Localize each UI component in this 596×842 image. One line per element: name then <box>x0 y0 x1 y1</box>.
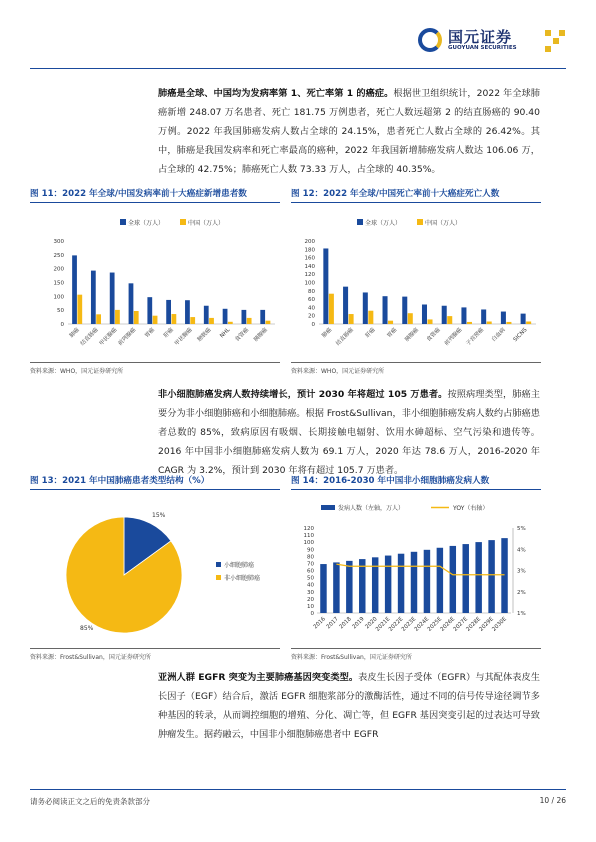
y-tick-label: 30 <box>307 589 314 596</box>
x-tick-label: NHL <box>219 327 232 340</box>
fig11-legend <box>120 219 224 227</box>
legend-swatch-sclc <box>216 562 221 567</box>
y-tick-label: 60 <box>307 568 314 575</box>
pie-label-sclc: 15% <box>152 512 166 519</box>
x-tick-label: 胃癌 <box>386 327 399 340</box>
x-tick-label: 2017 <box>325 616 340 631</box>
paragraph-1 <box>158 84 540 179</box>
bar-global <box>323 248 328 324</box>
x-tick-label: 结直肠癌 <box>79 327 100 347</box>
legend-label-patients: 发病人数（左轴，万人） <box>338 505 405 512</box>
legend-swatch-patients <box>321 505 335 510</box>
fig12-legend <box>357 219 461 227</box>
bar-global <box>204 306 209 324</box>
y-tick-label: 120 <box>304 272 315 279</box>
x-tick-label: 2024E <box>413 616 431 633</box>
x-tick-label: 前列腺癌 <box>117 327 138 347</box>
paragraph-2 <box>158 385 540 480</box>
x-tick-label: 肝癌 <box>162 327 175 340</box>
bar-china <box>388 321 393 324</box>
bar-china <box>115 310 120 324</box>
bar-global <box>442 306 447 324</box>
paragraph-3-lead: 亚洲人群 EGFR 突变为主要肺癌基因突变类型。 <box>158 672 359 683</box>
pie-label-nsclc: 85% <box>80 625 94 632</box>
header-rule <box>30 68 566 69</box>
fig12-title: 图 12：2022 年全球/中国死亡率前十大癌症死亡人数 <box>291 189 500 199</box>
bar-patients <box>359 559 365 613</box>
y-tick-label: 250 <box>53 252 64 259</box>
x-tick-label: 食管癌 <box>234 327 251 344</box>
bar-china <box>266 321 271 324</box>
y2-tick-label: 4% <box>517 547 526 554</box>
bar-china <box>467 322 472 324</box>
bar-global <box>260 310 265 324</box>
y-tick-label: 180 <box>304 247 315 254</box>
logo-text-en: GUOYUAN SECURITIES <box>448 45 517 51</box>
logo-icon <box>418 28 442 52</box>
x-tick-label: 2027E <box>452 616 470 633</box>
bar-china <box>209 318 214 324</box>
bar-patients <box>488 540 494 613</box>
x-tick-label: 2029E <box>478 616 496 633</box>
fig14-legend <box>321 504 488 512</box>
y-tick-label: 150 <box>53 280 64 287</box>
fig11-source: 资料来源：WHO，国元证券研究所 <box>30 368 124 375</box>
x-tick-label: 肺癌 <box>321 327 334 340</box>
footer-disclaimer: 请务必阅读正文之后的免责条款部分 <box>30 797 150 806</box>
fig11-title: 图 11：2022 年全球/中国发病率前十大癌症新增患者数 <box>30 189 247 199</box>
bar-china <box>247 318 252 324</box>
bar-patients <box>437 548 443 613</box>
bar-china <box>134 311 139 324</box>
x-tick-label: 2023E <box>400 616 418 633</box>
y-tick-label: 80 <box>308 288 315 295</box>
bar-china <box>172 314 177 324</box>
y-tick-label: 10 <box>307 603 314 610</box>
bar-global <box>242 310 247 324</box>
x-tick-label: 胃癌 <box>144 327 157 340</box>
bar-global <box>147 297 152 324</box>
x-tick-label: 甲状腺癌 <box>173 327 194 347</box>
legend-label-china: 中国（万人） <box>425 220 462 227</box>
x-tick-label: SICNS <box>512 327 529 344</box>
bar-global <box>91 271 96 324</box>
bar-patients <box>385 556 391 613</box>
y-tick-label: 100 <box>303 540 314 547</box>
y2-tick-label: 2% <box>517 589 526 596</box>
x-tick-label: 白血病 <box>490 327 507 344</box>
x-tick-label: 2019 <box>351 616 366 631</box>
x-tick-label: 肺癌 <box>68 327 81 340</box>
fig13-chart <box>30 492 280 647</box>
y-tick-label: 110 <box>303 533 314 540</box>
y-tick-label: 140 <box>304 263 315 270</box>
bar-china <box>77 295 82 324</box>
x-tick-label: 结直肠癌 <box>335 327 355 347</box>
x-tick-label: 膀胱癌 <box>196 327 213 344</box>
fig13-legend <box>216 561 260 582</box>
bar-china <box>368 311 373 324</box>
legend-label-yoy: YOY（右轴） <box>453 505 489 512</box>
y-tick-label: 0 <box>60 322 64 328</box>
x-tick-label: 2021E <box>374 616 392 633</box>
bar-global <box>185 300 190 324</box>
legend-label-global: 全球（万人） <box>128 220 165 227</box>
bar-global <box>383 296 388 324</box>
bar-china <box>96 314 101 324</box>
y2-tick-label: 1% <box>517 611 526 617</box>
bar-patients <box>320 564 326 613</box>
paragraph-3-body: 表皮生长因子受体（EGFR）与其配体表皮生长因子（EGF）结合后，激活 EGFR 细胞浆部分的激酶活性，通过不同的信号传导途径调节多种基因的转录，从而调控细胞的增殖、分化、凋亡等，但 EGFR 基因突变引起的过表达可导致肿瘤发生。据药融云，中国非小细胞肺癌患者中 EGFR <box>158 672 540 740</box>
legend-swatch-china <box>180 219 186 225</box>
bar-global <box>110 273 115 324</box>
bar-china <box>428 319 433 324</box>
bar-china <box>506 322 511 324</box>
fig12-chart <box>291 205 541 360</box>
fig13-rule <box>30 489 280 490</box>
y-tick-label: 80 <box>307 554 314 561</box>
fig14-source: 资料来源：Frost&Sullivan，国元证券研究所 <box>291 654 412 661</box>
y-tick-label: 0 <box>311 322 315 328</box>
bar-patients <box>501 538 507 613</box>
y-tick-label: 70 <box>307 561 314 568</box>
fig13-bottom-rule <box>30 648 280 649</box>
bar-global <box>402 297 407 324</box>
y-tick-label: 200 <box>53 266 64 273</box>
bar-patients <box>450 546 456 613</box>
legend-swatch-china <box>417 219 423 225</box>
y-tick-label: 20 <box>308 313 315 320</box>
x-tick-label: 2030E <box>491 616 508 633</box>
bar-global <box>501 312 506 324</box>
bar-china <box>487 322 492 324</box>
legend-swatch-nsclc <box>216 575 221 580</box>
paragraph-1-lead: 肺癌是全球、中国均为发病率第 1、死亡率第 1 的癌症。 <box>158 88 394 99</box>
bar-global <box>129 283 134 324</box>
bar-patients <box>463 544 469 613</box>
paragraph-2-lead: 非小细胞肺癌发病人数持续增长，预计 2030 年将超过 105 万患者。 <box>158 389 448 400</box>
fig12-source: 资料来源：WHO，国元证券研究所 <box>291 368 385 375</box>
legend-label-nsclc: 非小细胞肺癌 <box>224 575 261 582</box>
paragraph-1-body: 根据世卫组织统计，2022 年全球肺癌新增 248.07 万名患者、死亡 181.75 万例患者，死亡人数远超第 2 的结直肠癌的 90.40 万例。2022 年我国肺癌发病人数占全球的 24.15%，患者死亡人数占全球的 26.42%。其中，肺癌是我国发病率和死亡率最高的癌种，2022 年我国新增肺癌发病人数达 106.06 万，占全球的 42.75%；肺癌死亡人数 73.33 万人，占全球的 40.35%。 <box>158 88 540 175</box>
paragraph-3 <box>158 668 540 744</box>
page-number: 10 / 26 <box>539 796 566 805</box>
bar-global <box>166 300 171 324</box>
y-tick-label: 50 <box>307 575 314 582</box>
y-tick-label: 40 <box>308 305 315 312</box>
fig14-chart <box>291 492 541 647</box>
y-tick-label: 60 <box>308 297 315 304</box>
bar-patients <box>475 542 481 613</box>
bar-china <box>526 322 531 324</box>
bar-patients <box>398 554 404 613</box>
fig11-chart <box>30 205 280 360</box>
legend-swatch-global <box>120 219 126 225</box>
x-tick-label: 2026E <box>439 616 457 633</box>
bar-china <box>228 322 233 324</box>
legend-label-china: 中国（万人） <box>188 220 225 227</box>
bar-china <box>408 313 413 324</box>
logo-text-cn: 国元证券 <box>448 28 513 46</box>
y-tick-label: 300 <box>53 239 64 245</box>
y-tick-label: 40 <box>307 582 314 589</box>
bar-global <box>223 309 228 324</box>
x-tick-label: 胰腺癌 <box>404 327 421 344</box>
bar-patients <box>424 550 430 613</box>
bar-china <box>329 294 334 324</box>
header-decoration <box>545 30 565 52</box>
y-tick-label: 100 <box>53 294 64 301</box>
fig12-bottom-rule <box>291 362 541 363</box>
bar-patients <box>411 552 417 613</box>
y-tick-label: 100 <box>304 280 315 287</box>
fig14-bottom-rule <box>291 648 541 649</box>
y-tick-label: 200 <box>304 239 315 245</box>
y2-tick-label: 3% <box>517 568 526 575</box>
x-tick-label: 子宫颈癌 <box>465 327 486 347</box>
x-tick-label: 2025E <box>426 616 444 633</box>
x-tick-label: 2018 <box>338 616 353 631</box>
fig13-source: 资料来源：Frost&Sullivan，国元证券研究所 <box>30 654 151 661</box>
y2-tick-label: 5% <box>517 526 526 532</box>
paragraph-2-body: 按照病理类型，肺癌主要分为非小细胞肺癌和小细胞肺癌。根据 Frost&Sullivan，非小细胞肺癌发病人数约占肺癌患者总数的 85%，致病原因有吸烟、长期接触电辐射、饮用水砷超标、空气污染和遗传等。2016 年中国非小细胞肺癌发病人数为 69.1 万人，2020 年达 78.6 万人，2016-2020 年 CAGR 为 3.2%，预计到 2030 年将有超过 105.7 万患者。 <box>158 389 540 476</box>
x-tick-label: 2016 <box>312 616 327 631</box>
bar-patients <box>333 562 339 613</box>
company-logo <box>418 26 538 56</box>
bar-global <box>72 255 77 324</box>
legend-label-sclc: 小细胞肺癌 <box>224 562 255 569</box>
x-tick-label: 2022E <box>387 616 405 633</box>
bar-china <box>349 314 354 324</box>
x-tick-label: 胰腺癌 <box>253 327 270 344</box>
bar-china <box>153 316 158 324</box>
bar-global <box>461 307 466 324</box>
x-tick-label: 肝癌 <box>364 327 377 340</box>
y-tick-label: 0 <box>310 611 314 617</box>
fig12-rule <box>291 202 541 203</box>
bar-global <box>422 304 427 324</box>
bar-global <box>481 309 486 324</box>
legend-swatch-global <box>357 219 363 225</box>
y-tick-label: 160 <box>304 255 315 262</box>
footer-rule <box>30 789 566 790</box>
y-tick-label: 120 <box>303 526 314 532</box>
bar-global <box>343 287 348 324</box>
bar-china <box>190 317 195 324</box>
y-tick-label: 20 <box>307 596 314 603</box>
fig14-title: 图 14：2016-2030 年中国非小细胞肺癌发病人数 <box>291 476 490 486</box>
bar-patients <box>346 561 352 613</box>
bar-china <box>447 316 452 324</box>
y-tick-label: 90 <box>307 547 314 554</box>
x-tick-label: 2020 <box>364 616 379 631</box>
fig11-bottom-rule <box>30 362 280 363</box>
legend-label-global: 全球（万人） <box>365 220 402 227</box>
x-tick-label: 甲状腺癌 <box>98 327 119 347</box>
x-tick-label: 前列腺癌 <box>443 327 464 347</box>
fig13-title: 图 13：2021 年中国肺癌患者类型结构（%） <box>30 476 210 486</box>
bar-global <box>521 314 526 324</box>
x-tick-label: 食管癌 <box>425 327 442 344</box>
bar-global <box>363 292 368 324</box>
x-tick-label: 2028E <box>465 616 483 633</box>
fig14-rule <box>291 489 541 490</box>
fig11-rule <box>30 202 280 203</box>
y-tick-label: 50 <box>57 308 64 315</box>
